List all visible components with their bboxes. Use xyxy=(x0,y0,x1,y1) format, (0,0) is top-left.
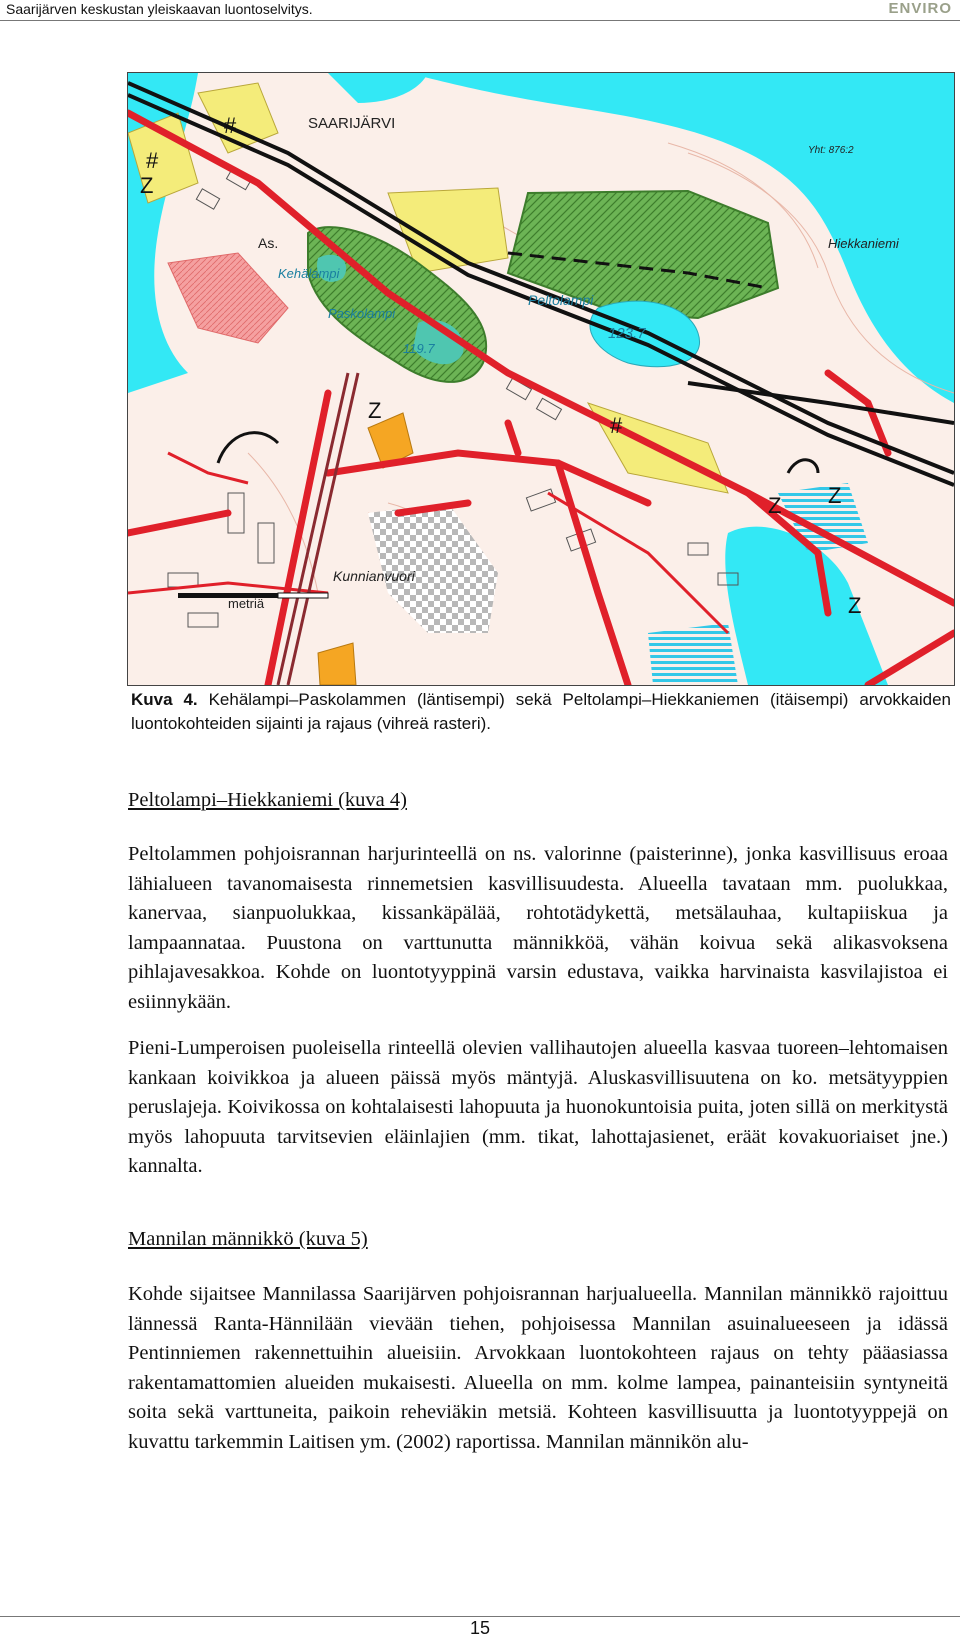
label-yht: Yht: 876:2 xyxy=(808,145,854,156)
label-elev-paskolampi: 119.7 xyxy=(403,341,435,356)
svg-text:Z: Z xyxy=(848,593,862,618)
caption-label: Kuva 4. xyxy=(131,690,198,709)
label-paskolampi: Paskolampi xyxy=(328,306,396,321)
svg-text:Z: Z xyxy=(768,493,782,518)
header-title: Saarijärven keskustan yleiskaavan luontoselvitys. xyxy=(6,1,313,17)
svg-text:#: # xyxy=(610,413,623,438)
page-header xyxy=(0,0,960,22)
svg-text:Z: Z xyxy=(828,483,842,508)
caption-text: Kehälampi–Paskolammen (läntisempi) sekä Peltolampi–Hiekkaniemen (itäisempi) arvokkaiden luontokohteiden sijainti ja rajaus (vihreä rasteri). xyxy=(131,690,951,733)
figure-caption xyxy=(131,688,951,736)
label-scale: metriä xyxy=(228,596,265,611)
section-heading-2-wrap xyxy=(128,1225,948,1255)
section-heading-mannila: Mannilan männikkö (kuva 5) xyxy=(128,1228,368,1250)
map-figure xyxy=(127,72,955,686)
section-heading-peltolampi: Peltolampi–Hiekkaniemi (kuva 4) xyxy=(128,789,407,811)
label-kunnianvuori: Kunnianvuori xyxy=(333,568,415,584)
page-number: 15 xyxy=(469,1618,491,1638)
label-elev-peltolampi: 123.7 xyxy=(608,325,646,342)
enviro-logo: ENVIRO xyxy=(888,0,952,17)
svg-text:#: # xyxy=(224,113,237,138)
paragraph-3: Kohde sijaitsee Mannilassa Saarijärven pohjoisrannan harjualueella. Mannilan männikkö rajoittuu lännessä Ranta-Hännilään vievään tiehen, pohjoisessa Mannilan asuinalueeseen ja idässä Pentinniemen rakennettuihin alueisiin. Arvokkaan luontokohteen rajaus on tehty pääasiassa rakentamattomien alueiden mukaisesti. Alueella on mm. kolme lampea, painanteisiin syntyneitä soita sekä varttuneita, paikoin reheviäkin metsiä. Kohteen kasvillisuutta ja luontotyyppejä on kuvattu tarkemmin Laitisen ym. (2002) raportissa. Mannilan männikön alu- xyxy=(128,1283,948,1453)
label-kehalampi: Kehälampi xyxy=(278,266,340,281)
label-hiekkaniemi: Hiekkaniemi xyxy=(828,236,899,251)
footer-rule xyxy=(0,1616,960,1617)
svg-text:#: # xyxy=(146,148,159,173)
svg-text:Z: Z xyxy=(140,173,154,198)
section-heading-1-wrap xyxy=(128,786,948,816)
paragraph-1: Peltolammen pohjoisrannan harjurinteellä on ns. valorinne (paisterinne), jonka kasvillisuus eroaa lähialueen tavanomaisesta rinnemetsien kasvillisuudesta. Alueella tavataan mm. puolukkaa, kanervaa, sianpuolukkaa, kissankäpälää, rohtotädykettä, metsälauhaa, kultapiiskua ja lampaannataa. Puustona on varttunutta männikköä, vähän koivua sekä alikasvoksena pihlajavesakkoa. Kohde on luontotyyppinä varsin edustava, vaikka harvinaista kasvilajistoa ei esiinnykään. xyxy=(128,843,948,1013)
label-as: As. xyxy=(258,235,279,251)
header-rule xyxy=(0,20,960,21)
map-svg xyxy=(128,73,954,685)
stripe-zone-2 xyxy=(648,623,738,685)
label-town: SAARIJÄRVI xyxy=(308,115,396,132)
label-peltolampi: Peltolampi xyxy=(528,292,594,308)
svg-text:Z: Z xyxy=(368,398,382,423)
paragraph-2: Pieni-Lumperoisen puoleisella rinteellä olevien vallihautojen alueella kasvaa tuoreen–lehtomaisen kankaan koivikkoa ja alueen päissä myös mäntyjä. Aluskasvillisuutena on ko. metsätyyppien peruslajeja. Koivikossa on kohtalaisesti lahopuuta ja huonokuntoisia puita, joten sillä on merkitystä myös lahopuuta tarvitsevien eläinlajien (mm. tikat, lahottajasienet, eräät kovakuoriaiset jne.) kannalta. xyxy=(128,1037,948,1177)
